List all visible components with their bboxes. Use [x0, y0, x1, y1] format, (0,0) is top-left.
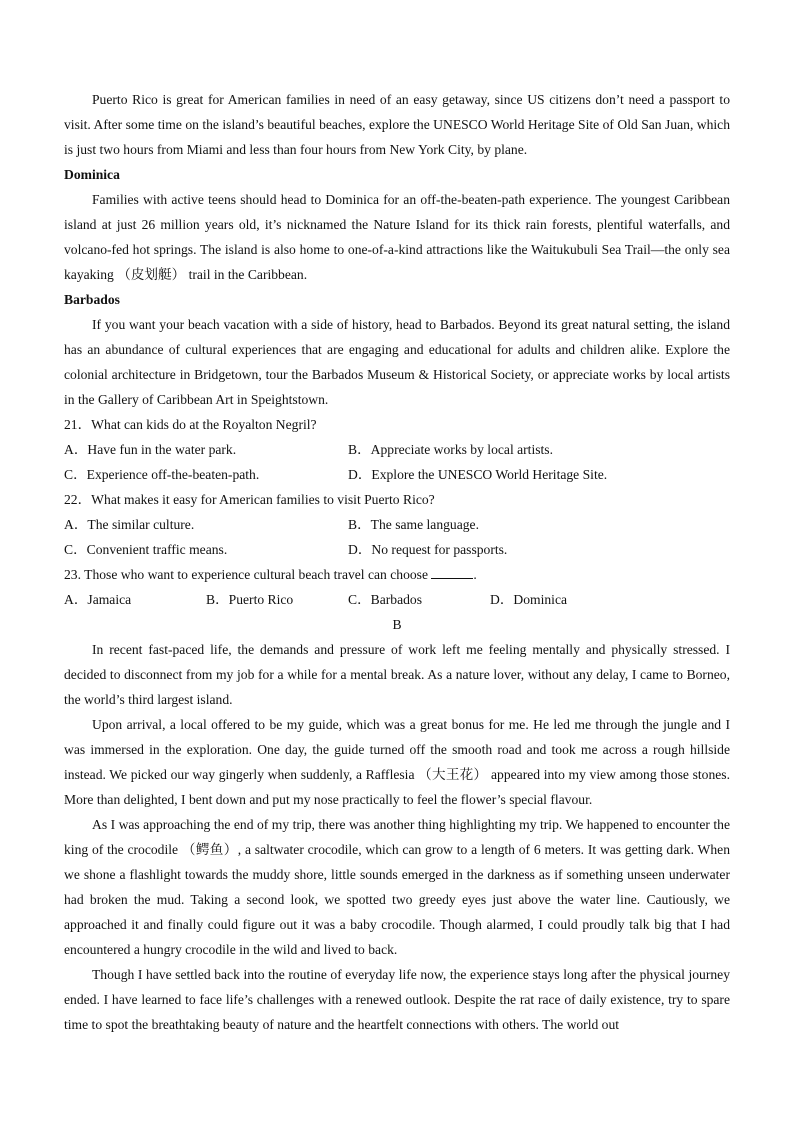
question-23-options — [64, 587, 730, 612]
q23-option-a[interactable]: A．Jamaica — [64, 592, 132, 607]
document-page — [64, 87, 730, 1037]
heading-barbados: Barbados — [64, 292, 120, 307]
q23-option-c[interactable]: C．Barbados — [348, 592, 423, 607]
q22-option-b[interactable]: B．The same language. — [348, 517, 479, 532]
q21-option-d[interactable]: D．Explore the UNESCO World Heritage Site. — [348, 467, 608, 482]
heading-dominica: Dominica — [64, 167, 120, 182]
q21-option-a[interactable]: A．Have fun in the water park. — [64, 442, 237, 457]
q22-option-c[interactable]: C．Convenient traffic means. — [64, 542, 228, 557]
question-23-stem: 23. Those who want to experience cultural beach travel can choose — [64, 567, 428, 582]
paragraph-b-2: Upon arrival, a local offered to be my guide, which was a great bonus for me. He led me through the jungle and I was immersed in the exploration. One day, the guide turned off the smooth road and took me across a rough hillside instead. We picked our way gingerly when suddenly, a Rafflesia （大王花） appeared into my view among those stones. More than delighted, I bent down and put my nose practically to feel the flower’s special flavour. — [64, 717, 730, 807]
q22-option-d[interactable]: D．No request for passports. — [348, 542, 508, 557]
question-22-options — [64, 512, 730, 562]
question-21-options — [64, 437, 730, 487]
section-b-label: B — [392, 617, 402, 632]
paragraph-dominica: Families with active teens should head to Dominica for an off-the-beaten-path experience. The youngest Caribbean island at just 26 million years old, it’s nicknamed the Nature Island for its thick rain forests, plentiful waterfalls, and volcano-fed hot springs. The island is also home to one-of-a-kind attractions like the Waitukubuli Sea Trail—the only sea kayaking （皮划艇） trail in the Caribbean. — [64, 192, 730, 282]
q21-option-b[interactable]: B．Appreciate works by local artists. — [348, 442, 553, 457]
q23-option-b[interactable]: B．Puerto Rico — [206, 592, 294, 607]
q21-option-c[interactable]: C．Experience off-the-beaten-path. — [64, 467, 260, 482]
question-22: 22．What makes it easy for American families to visit Puerto Rico? — [64, 492, 435, 507]
question-23 — [64, 562, 730, 587]
paragraph-barbados: If you want your beach vacation with a side of history, head to Barbados. Beyond its great natural setting, the island has an abundance of cultural experiences that are engaging and educational for adults and children alike. Explore the colonial architecture in Bridgetown, tour the Barbados Museum & Historical Society, or appreciate works by local artists in the Gallery of Caribbean Art in Speightstown. — [64, 317, 730, 407]
q23-option-d[interactable]: D．Dominica — [490, 592, 568, 607]
paragraph-b-1: In recent fast-paced life, the demands and pressure of work left me feeling mentally and physically stressed. I decided to disconnect from my job for a while for a mental break. As a nature lover, without any delay, I came to Borneo, the world’s third largest island. — [64, 642, 730, 707]
paragraph-puerto-rico: Puerto Rico is great for American families in need of an easy getaway, since US citizens don’t need a passport to visit. After some time on the island’s beautiful beaches, explore the UNESCO World Heritage Site of Old San Juan, which is just two hours from Miami and less than four hours from New York City, by plane. — [64, 92, 730, 157]
q22-option-a[interactable]: A．The similar culture. — [64, 517, 195, 532]
question-23-stem-end: . — [473, 567, 477, 582]
paragraph-b-3: As I was approaching the end of my trip, there was another thing highlighting my trip. We happened to encounter the king of the crocodile （鳄鱼）, a saltwater crocodile, which can grow to a length of 6 meters. It was getting dark. When we shone a flashlight towards the muddy shore, little sounds emerged in the darkness as if something unseen underwater had broken the mud. Taking a second look, we spotted two greedy eyes just above the water line. Cautiously, we approached it and finally could figure out it was a baby crocodile. Though alarmed, I could proudly talk big that I had encountered a hungry crocodile in the wild and lived to back. — [64, 817, 730, 957]
paragraph-b-4: Though I have settled back into the routine of everyday life now, the experience stays long after the physical journey ended. I have learned to face life’s challenges with a renewed outlook. Despite the rat race of daily existence, try to spare time to spot the breathtaking beauty of nature and the heartfelt connections with others. The world out — [64, 967, 730, 1032]
answer-blank[interactable] — [431, 566, 473, 579]
question-21: 21．What can kids do at the Royalton Negril? — [64, 417, 317, 432]
